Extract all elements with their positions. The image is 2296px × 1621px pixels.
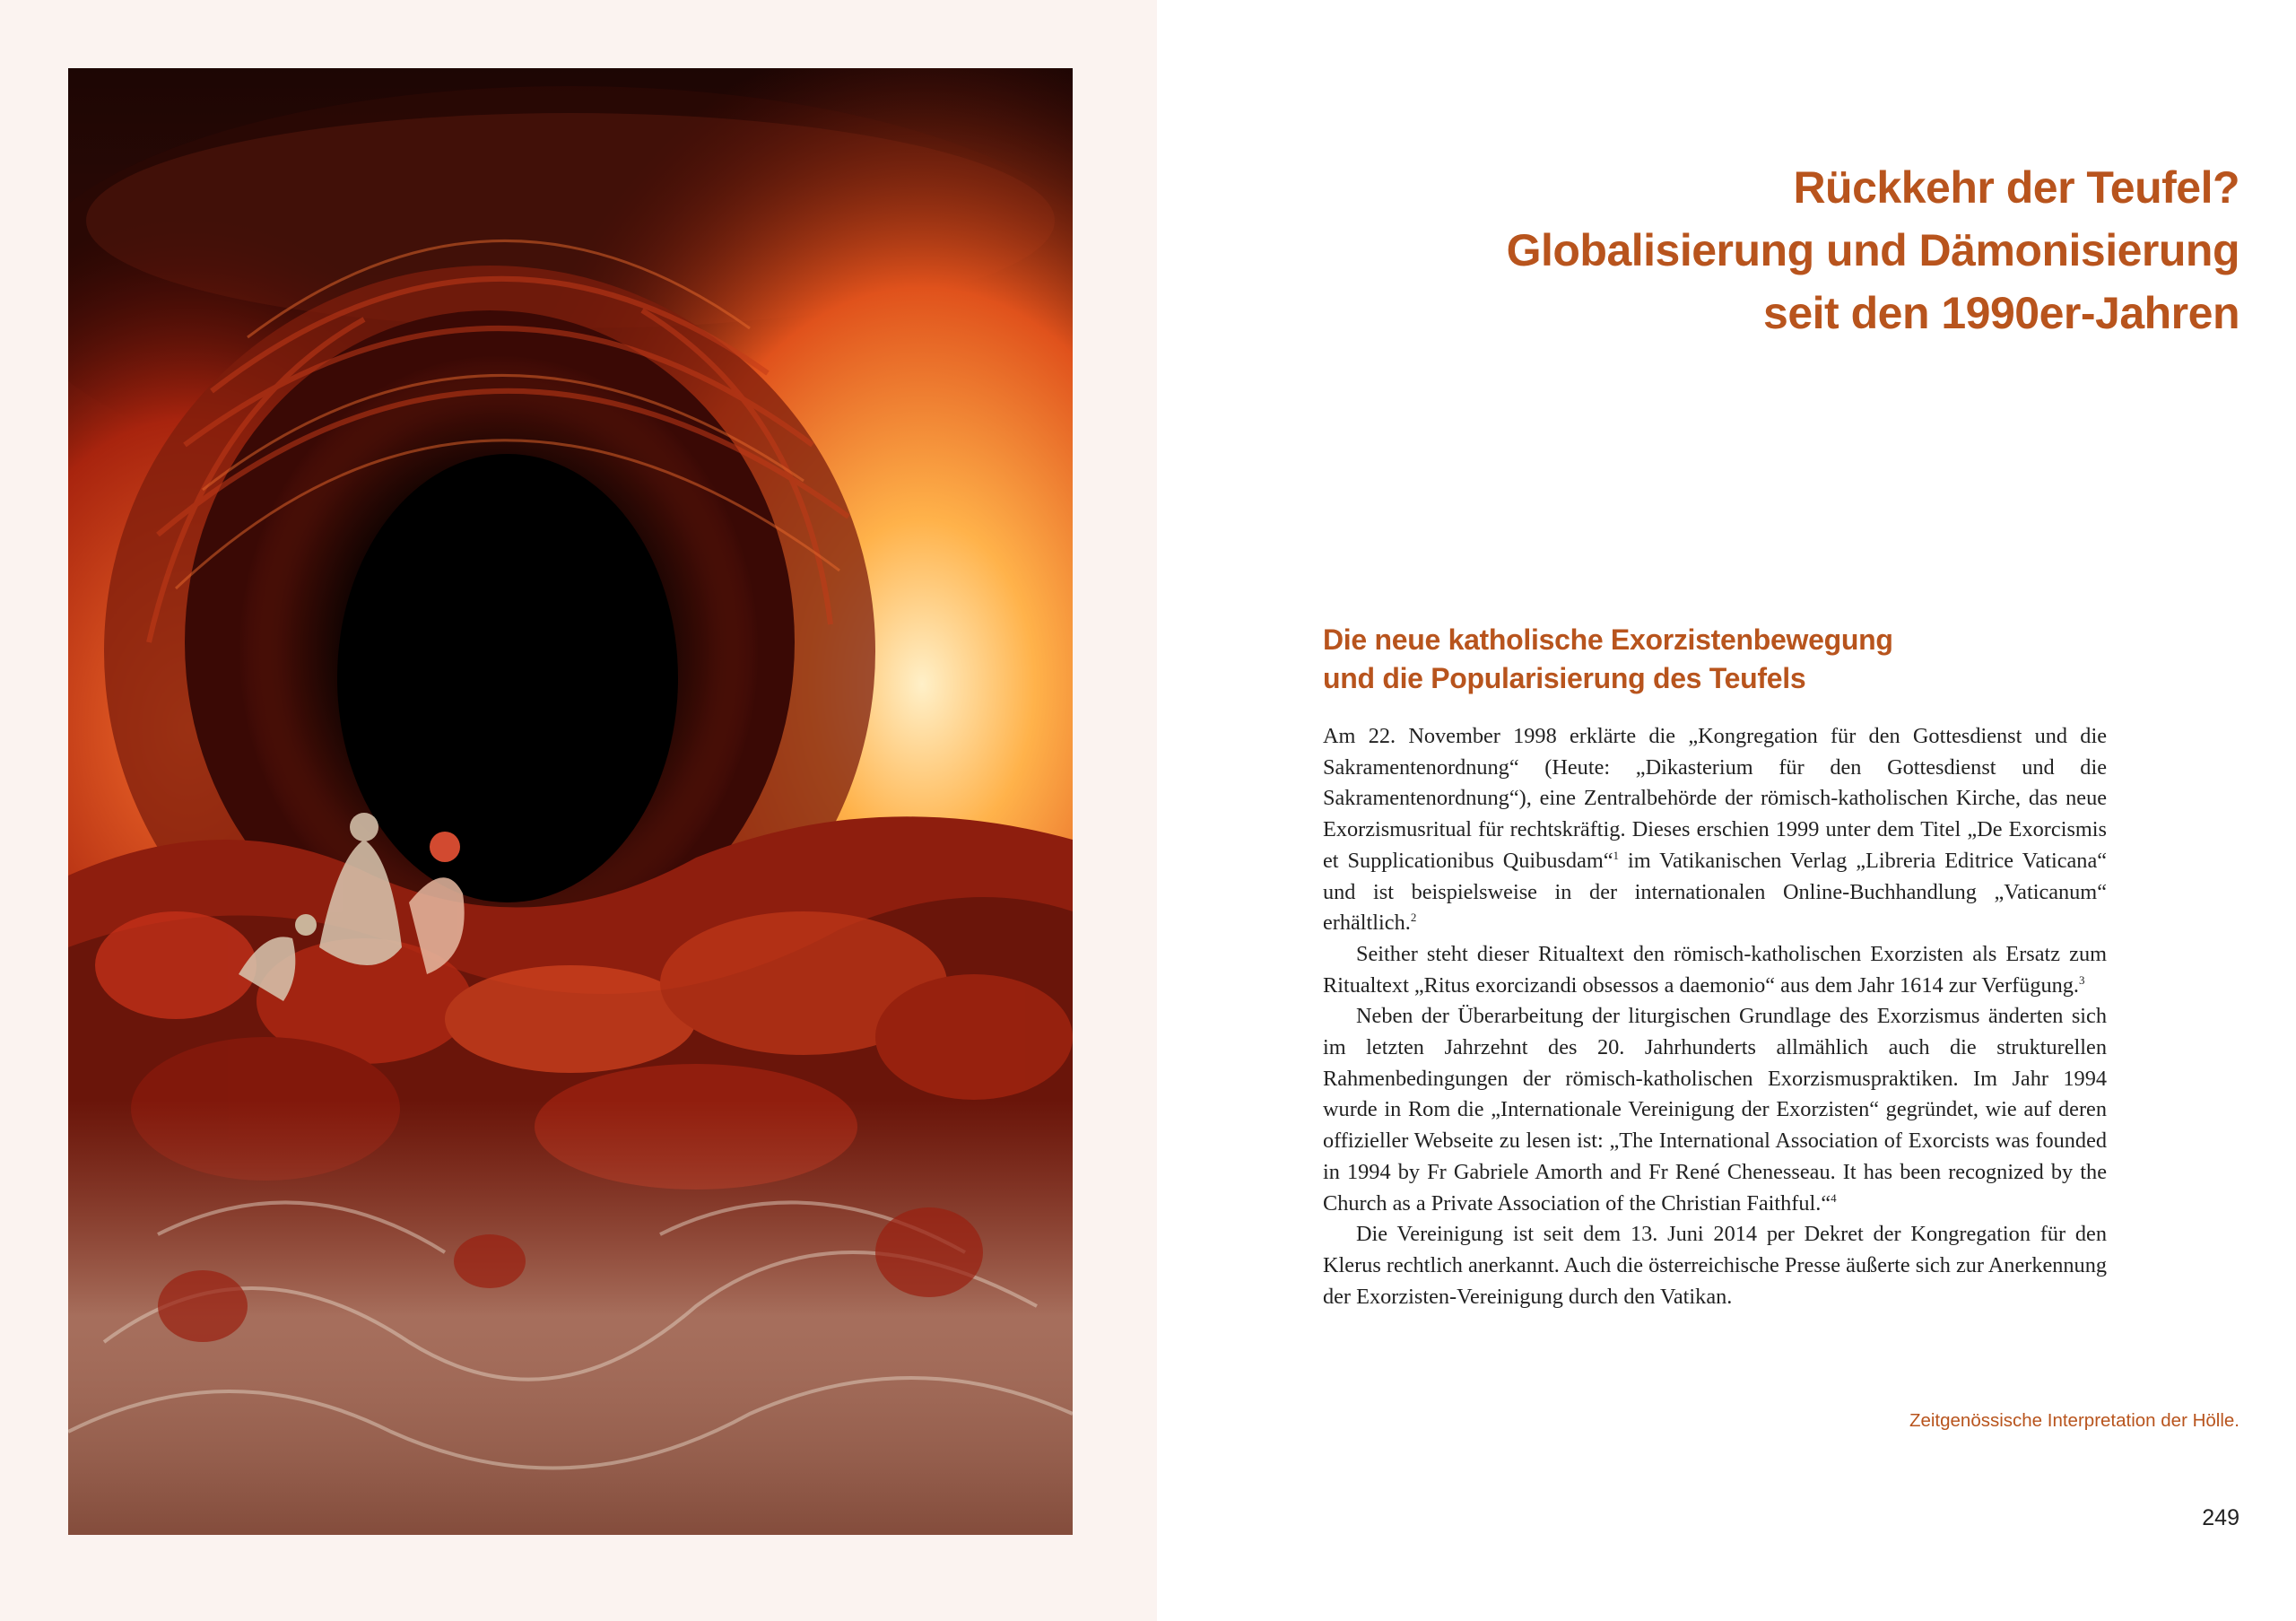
section-heading bbox=[1323, 621, 2130, 698]
chapter-title bbox=[1343, 156, 2239, 344]
chapter-title-line: seit den 1990er-Jahren bbox=[1763, 288, 2239, 338]
footnote-marker[interactable]: 3 bbox=[2079, 972, 2085, 987]
chapter-title-line: Rückkehr der Teufel? bbox=[1793, 162, 2239, 213]
paragraph bbox=[1323, 1219, 2107, 1312]
paragraph-text: im Vatikanischen Verlag „Libreria Editrice Vaticana“ und ist beispielsweise in der internationalen Online-Buchhandlung „Vaticanum“ erhältlich. bbox=[1323, 848, 2108, 936]
paragraph-text: Die Vereinigung ist seit dem 13. Juni 2014 per Dekret der Kongregation für den Klerus rechtlich anerkannt. Auch die österreichische Presse äußerte sich zur Anerkennung der Exorzisten-Vereinigung durch den Vatikan. bbox=[1323, 1222, 2107, 1309]
body-text bbox=[1323, 721, 2107, 1312]
paragraph-text: Neben der Überarbeitung der liturgischen Grundlage des Exorzismus änderten sich im letzten Jahrzehnt des 20. Jahrhunderts allmählich auch die strukturellen Rahmenbedingungen der römisch-katholischen Exorzismuspraktiken. Im Jahr 1994 wurde in Rom die „Internationale Vereinigung der Exorzisten“ gegründet, wie auf deren offizieller Webseite zu lesen ist: „The International Association of Exorcists was founded in 1994 by Fr Gabriele Amorth and Fr René Chenesseau. It has been recognized by the Church as a Private Association of the Christian Faithful.“ bbox=[1323, 1004, 2107, 1216]
hell-painting bbox=[68, 68, 1073, 1535]
section-heading-line: Die neue katholische Exorzistenbewegung bbox=[1323, 623, 1893, 656]
footnote-marker[interactable]: 2 bbox=[1410, 911, 1417, 925]
chapter-title-line: Globalisierung und Dämonisierung bbox=[1506, 225, 2239, 275]
paragraph bbox=[1323, 939, 2107, 1001]
right-page bbox=[1157, 0, 2296, 1621]
paragraph-text: Am 22. November 1998 erklärte die „Kongregation für den Gottesdienst und die Sakramentenordnung“ (Heute: „Dikasterium für den Gottesdienst und die Sakramentenordnung“), eine Zentralbehörde der römisch-katholischen Kirche, das neue Exorzismusritual für rechtskräftig. Dieses erschien 1999 unter dem Titel „De Exorcismis et Supplicationibus Quibusdam“ bbox=[1323, 724, 2107, 873]
paragraph-text: Seither steht dieser Ritualtext den römisch-katholischen Exorzisten als Ersatz zum Ritualtext „Ritus exorcizandi obsessos a daemonio“ aus dem Jahr 1614 zur Verfügung. bbox=[1323, 941, 2107, 998]
footnote-marker[interactable]: 4 bbox=[1831, 1190, 1837, 1205]
page-number: 249 bbox=[2202, 1505, 2239, 1530]
section-heading-line: und die Popularisierung des Teufels bbox=[1323, 662, 1806, 694]
paragraph bbox=[1323, 1001, 2107, 1219]
footnote-marker[interactable]: 1 bbox=[1613, 848, 1620, 862]
image-caption: Zeitgenössische Interpretation der Hölle. bbox=[1909, 1410, 2239, 1431]
hell-artwork-image bbox=[68, 68, 1073, 1535]
paragraph bbox=[1323, 721, 2107, 939]
